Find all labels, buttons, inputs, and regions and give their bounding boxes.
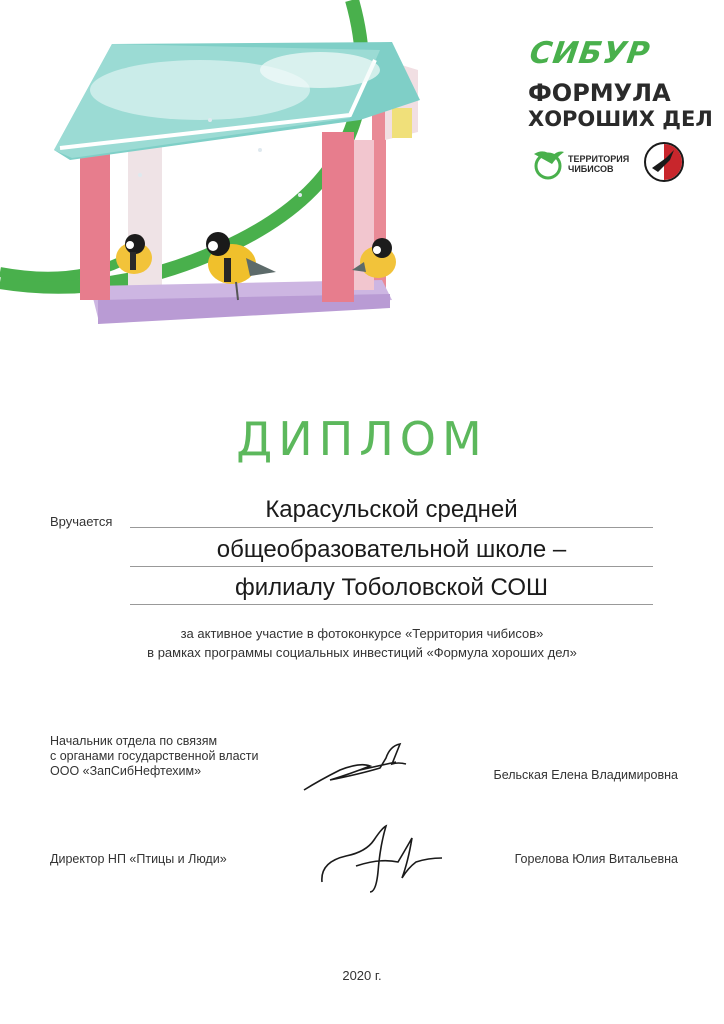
recipient-line-1: Карасульской средней [265, 496, 518, 523]
award-description [0, 624, 724, 662]
signatory-1-position-line: ООО «ЗапСибНефтехим» [50, 764, 202, 778]
recipient-line-3: филиалу Тоболовской СОШ [234, 574, 549, 601]
recipient-underline [130, 527, 653, 528]
recipient-underline [130, 604, 653, 605]
description-line-1: за активное участие в фотоконкурсе «Территория чибисов» [180, 626, 544, 641]
signatory-2-position [50, 852, 227, 867]
signatory-1-position-line: Начальник отдела по связям [50, 734, 218, 748]
crane-emblem-icon [644, 142, 684, 182]
description-line-2: в рамках программы социальных инвестиций «Формула хороших дел» [147, 645, 577, 660]
diploma-title: ДИПЛОМ [236, 412, 488, 466]
signatory-1-position-line: с органами государственной власти [50, 749, 259, 763]
formula-logo-line2: ХОРОШИХ ДЕЛ [528, 107, 713, 131]
lapwing-icon [530, 146, 566, 180]
diploma-year: 2020 г. [342, 968, 382, 983]
signatory-2-position-line: Директор НП «Птицы и Люди» [50, 852, 227, 866]
formula-logo [528, 80, 713, 132]
recipient-line-2: общеобразовательной школе – [216, 536, 567, 563]
signature-1-handwriting [300, 740, 410, 796]
recipient-underline [130, 566, 653, 567]
signatory-1-position [50, 734, 258, 779]
signatory-2-name: Горелова Юлия Витальевна [514, 852, 678, 866]
awarded-label: Вручается [50, 514, 113, 529]
signatory-1-name: Бельская Елена Владимировна [493, 768, 678, 782]
signature-2-handwriting [316, 822, 446, 896]
territory-logo-text: ТЕРРИТОРИЯ ЧИБИСОВ [568, 154, 630, 174]
territory-logo [530, 146, 630, 180]
sibur-logo: СИБУР [527, 36, 653, 71]
formula-logo-line1: ФОРМУЛА [528, 79, 671, 107]
